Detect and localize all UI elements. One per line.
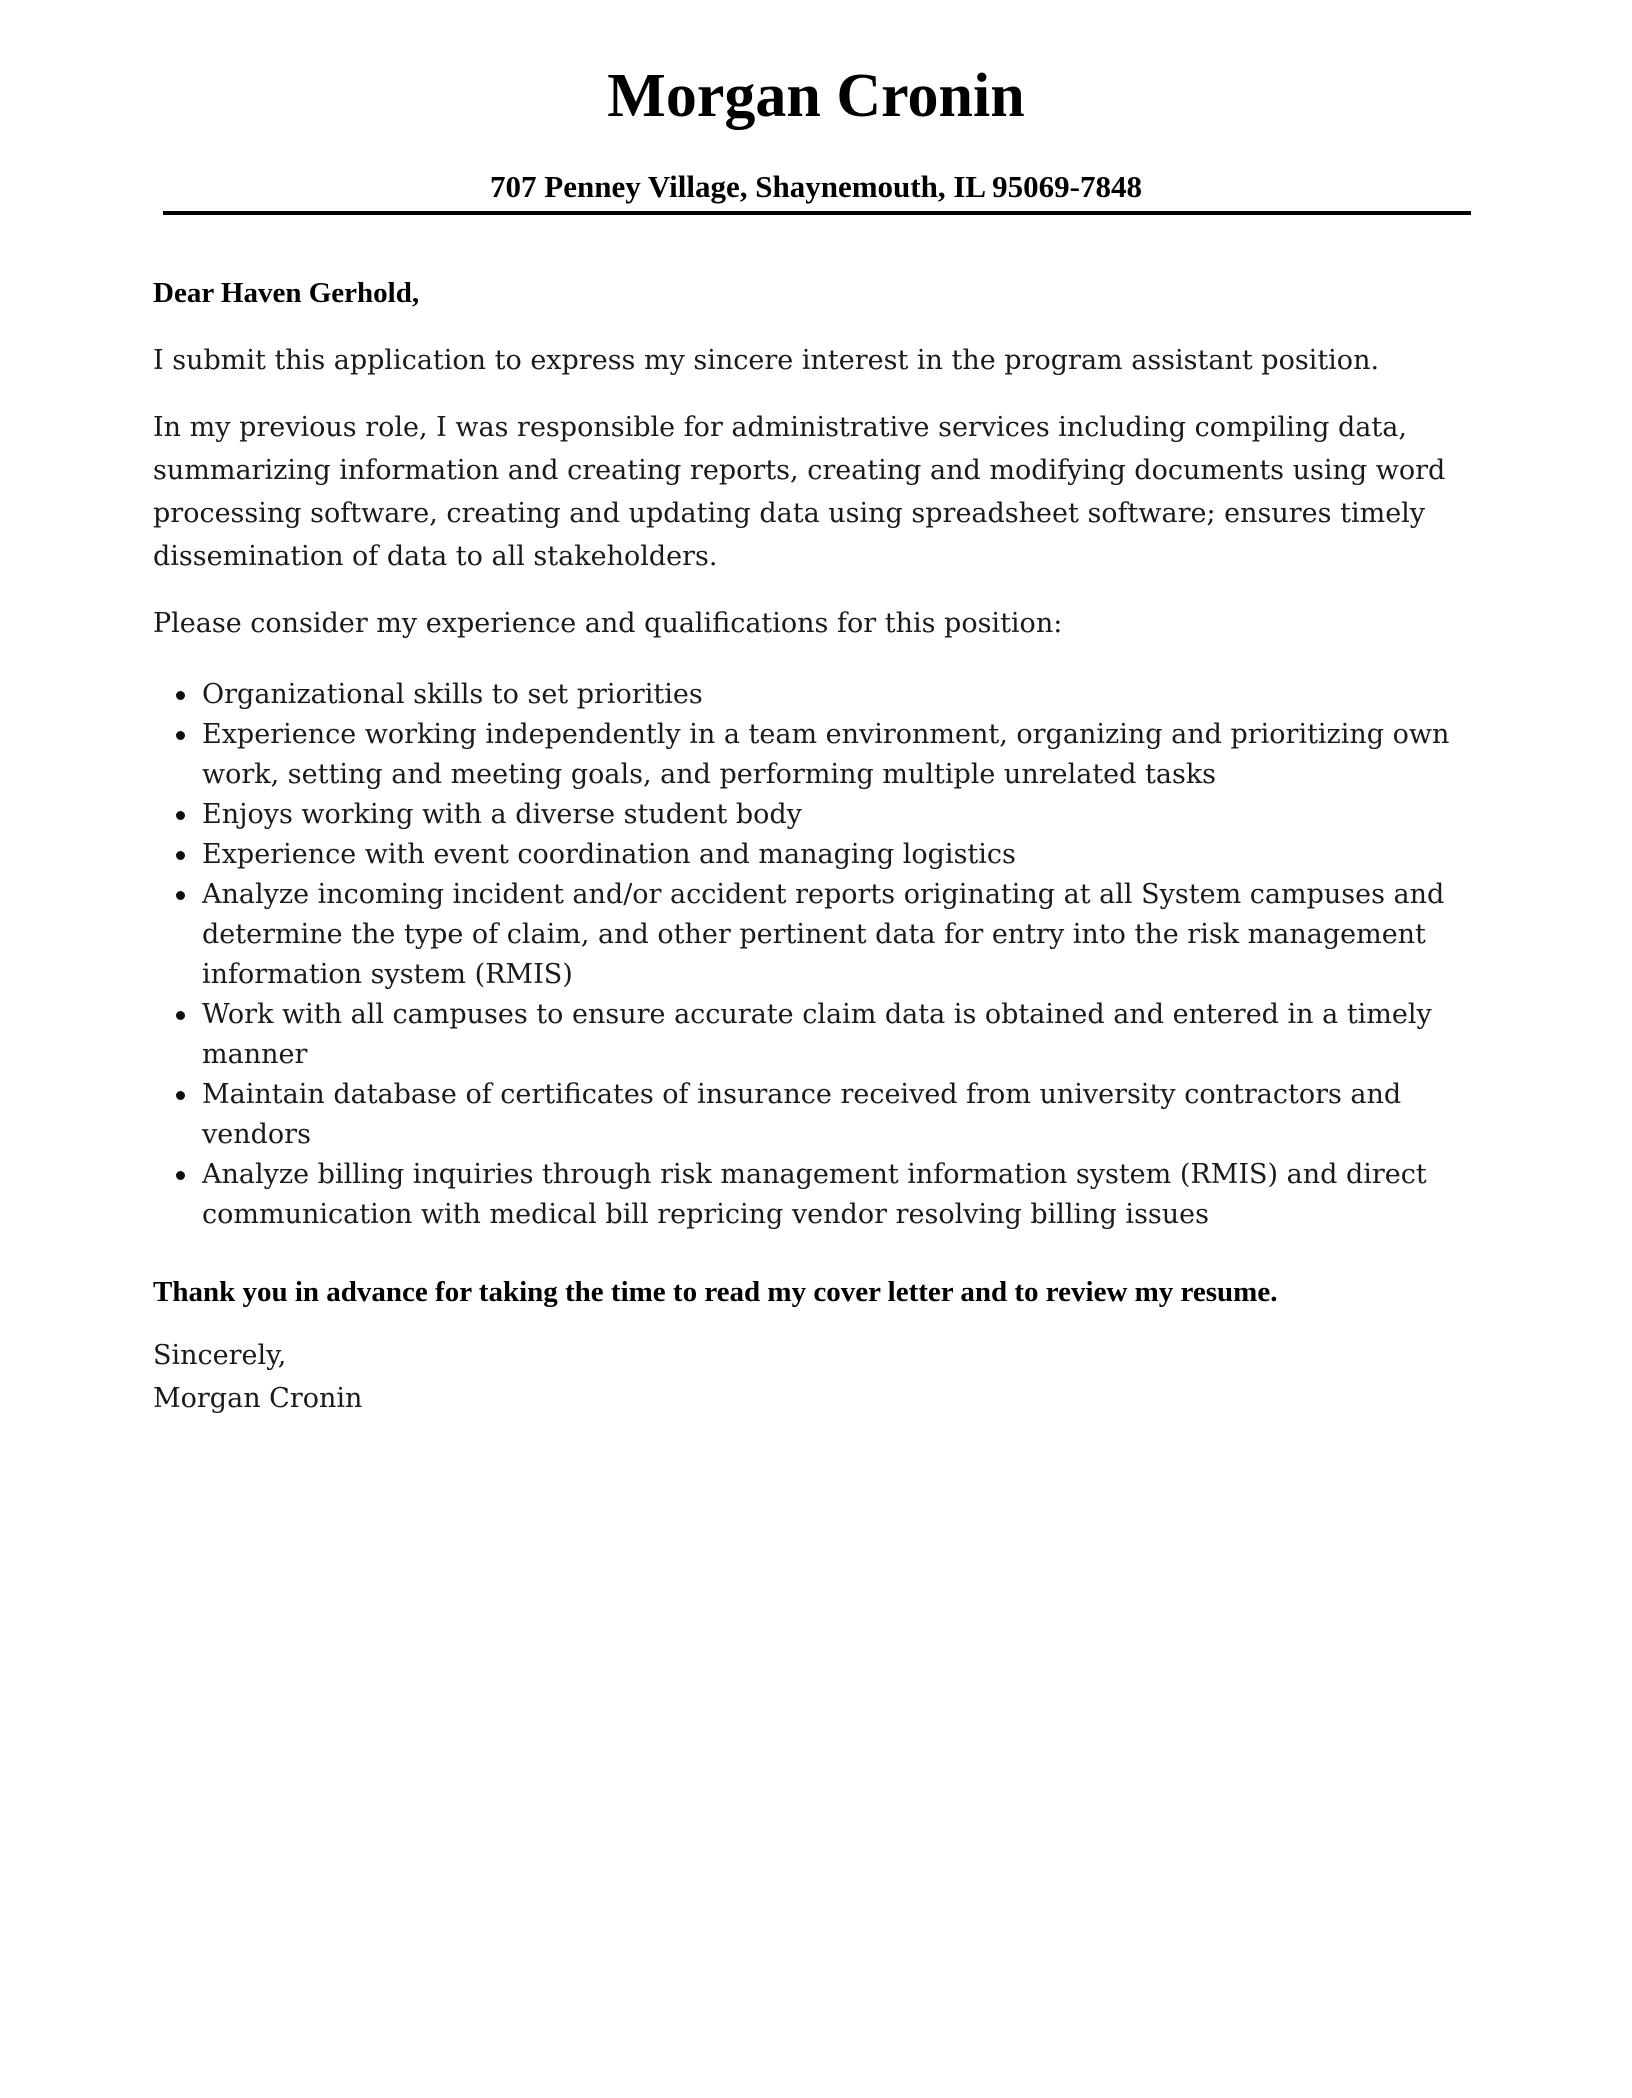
list-item-text: Experience working independently in a team environment, organizing and prioritizing own work, setting and meeting goals, and performing multiple unrelated tasks [202, 719, 1450, 790]
qualifications-intro: Please consider my experience and qualifications for this position: [153, 608, 1063, 639]
list-item-text: Work with all campuses to ensure accurate claim data is obtained and entered in a timely manner [202, 999, 1432, 1070]
intro-paragraph: I submit this application to express my sincere interest in the program assistant position. [153, 345, 1380, 376]
list-item [202, 835, 1493, 875]
bullet-icon [176, 691, 185, 700]
header-divider [163, 211, 1471, 215]
letter-body [153, 272, 1493, 1420]
bullet-icon [176, 891, 185, 900]
list-item [202, 1075, 1493, 1155]
bullet-icon [176, 851, 185, 860]
list-item-text: Organizational skills to set priorities [202, 679, 703, 710]
list-item [202, 875, 1493, 995]
bullet-icon [176, 1011, 185, 1020]
list-item [202, 1155, 1493, 1235]
bullet-icon [176, 731, 185, 740]
list-item [202, 995, 1493, 1075]
bullet-icon [176, 1171, 185, 1180]
salutation: Dear Haven Gerhold, [153, 277, 420, 309]
qualifications-list [153, 675, 1493, 1235]
list-item-text: Experience with event coordination and managing logistics [202, 839, 1016, 870]
list-item-text: Maintain database of certificates of insurance received from university contractors and vendors [202, 1079, 1402, 1150]
list-item [202, 715, 1493, 795]
list-item-text: Analyze billing inquiries through risk management information system (RMIS) and direct communication with medical bill repricing vendor resolving billing issues [202, 1159, 1427, 1230]
signoff: Sincerely, [153, 1340, 287, 1371]
applicant-name: Morgan Cronin [607, 62, 1025, 130]
applicant-address: 707 Penney Village, Shaynemouth, IL 95069-7848 [490, 169, 1142, 204]
experience-paragraph: In my previous role, I was responsible for administrative services including compiling data, summarizing information and creating reports, creating and modifying documents using word processing software, creating and updating data using spreadsheet software; ensures timely dissemination of data to all stakeholders. [153, 412, 1446, 572]
bullet-icon [176, 811, 185, 820]
list-item [202, 675, 1493, 715]
bullet-icon [176, 1091, 185, 1100]
closing-statement: Thank you in advance for taking the time to read my cover letter and to review my resume. [153, 1276, 1278, 1308]
list-item-text: Analyze incoming incident and/or accident reports originating at all System campuses and determine the type of claim, and other pertinent data for entry into the risk management information system (RMIS) [202, 879, 1445, 990]
signature-name: Morgan Cronin [153, 1383, 363, 1414]
list-item-text: Enjoys working with a diverse student body [202, 799, 802, 830]
list-item [202, 795, 1493, 835]
